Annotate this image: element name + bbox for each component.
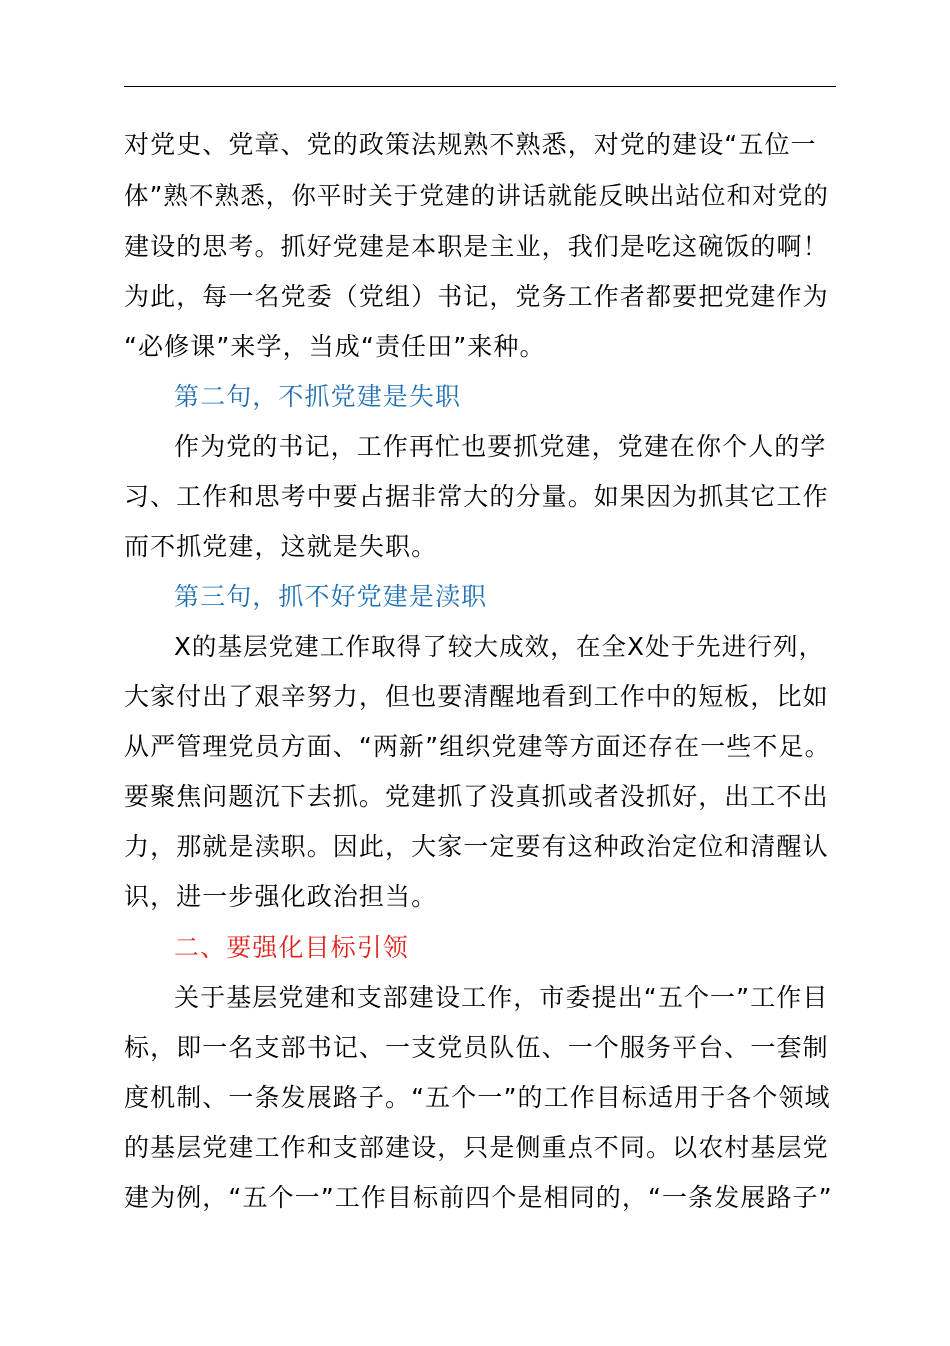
paragraph-line: “必修课”来学，当成“责任田”来种。 (124, 332, 546, 361)
paragraph-line: 体”熟不熟悉，你平时关于党建的讲话就能反映出站位和对党的 (124, 181, 829, 210)
paragraph-line: X的基层党建工作取得了较大成效，在全X处于先进行列， (174, 632, 825, 661)
paragraph-line: 要聚焦问题沉下去抓。党建抓了没真抓或者没抓好，出工不出 (124, 782, 829, 811)
section-heading-two: 二、要强化目标引领 (174, 933, 409, 962)
paragraph-line: 的基层党建工作和支部建设，只是侧重点不同。以农村基层党 (124, 1133, 829, 1162)
paragraph-line: 作为党的书记，工作再忙也要抓党建，党建在你个人的学 (174, 432, 827, 461)
paragraph-line: 力，那就是渎职。因此，大家一定要有这种政治定位和清醒认 (124, 832, 829, 861)
paragraph-line: 识，进一步强化政治担当。 (124, 882, 438, 911)
paragraph-line: 为此，每一名党委（党组）书记，党务工作者都要把党建作为 (124, 282, 829, 311)
paragraph-line: 建设的思考。抓好党建是本职是主业，我们是吃这碗饭的啊！ (124, 232, 829, 261)
paragraph-line: 对党史、党章、党的政策法规熟不熟悉，对党的建设“五位一 (124, 130, 817, 159)
paragraph-line: 大家付出了艰辛努力，但也要清醒地看到工作中的短板，比如 (124, 682, 829, 711)
paragraph-line: 标，即一名支部书记、一支党员队伍、一个服务平台、一套制 (124, 1033, 829, 1062)
paragraph-line: 而不抓党建，这就是失职。 (124, 532, 438, 561)
section-heading-second: 第二句，不抓党建是失职 (174, 382, 462, 411)
paragraph-line: 建为例，“五个一”工作目标前四个是相同的，“一条发展路子” (124, 1183, 833, 1212)
paragraph-line: 习、工作和思考中要占据非常大的分量。如果因为抓其它工作 (124, 482, 829, 511)
header-rule (124, 86, 836, 87)
section-heading-third: 第三句，抓不好党建是渎职 (174, 582, 488, 611)
paragraph-line: 度机制、一条发展路子。“五个一”的工作目标适用于各个领域 (124, 1083, 831, 1112)
paragraph-line: 关于基层党建和支部建设工作，市委提出“五个一”工作目 (174, 983, 829, 1012)
paragraph-line: 从严管理党员方面、“两新”组织党建等方面还存在一些不足。 (124, 732, 831, 761)
